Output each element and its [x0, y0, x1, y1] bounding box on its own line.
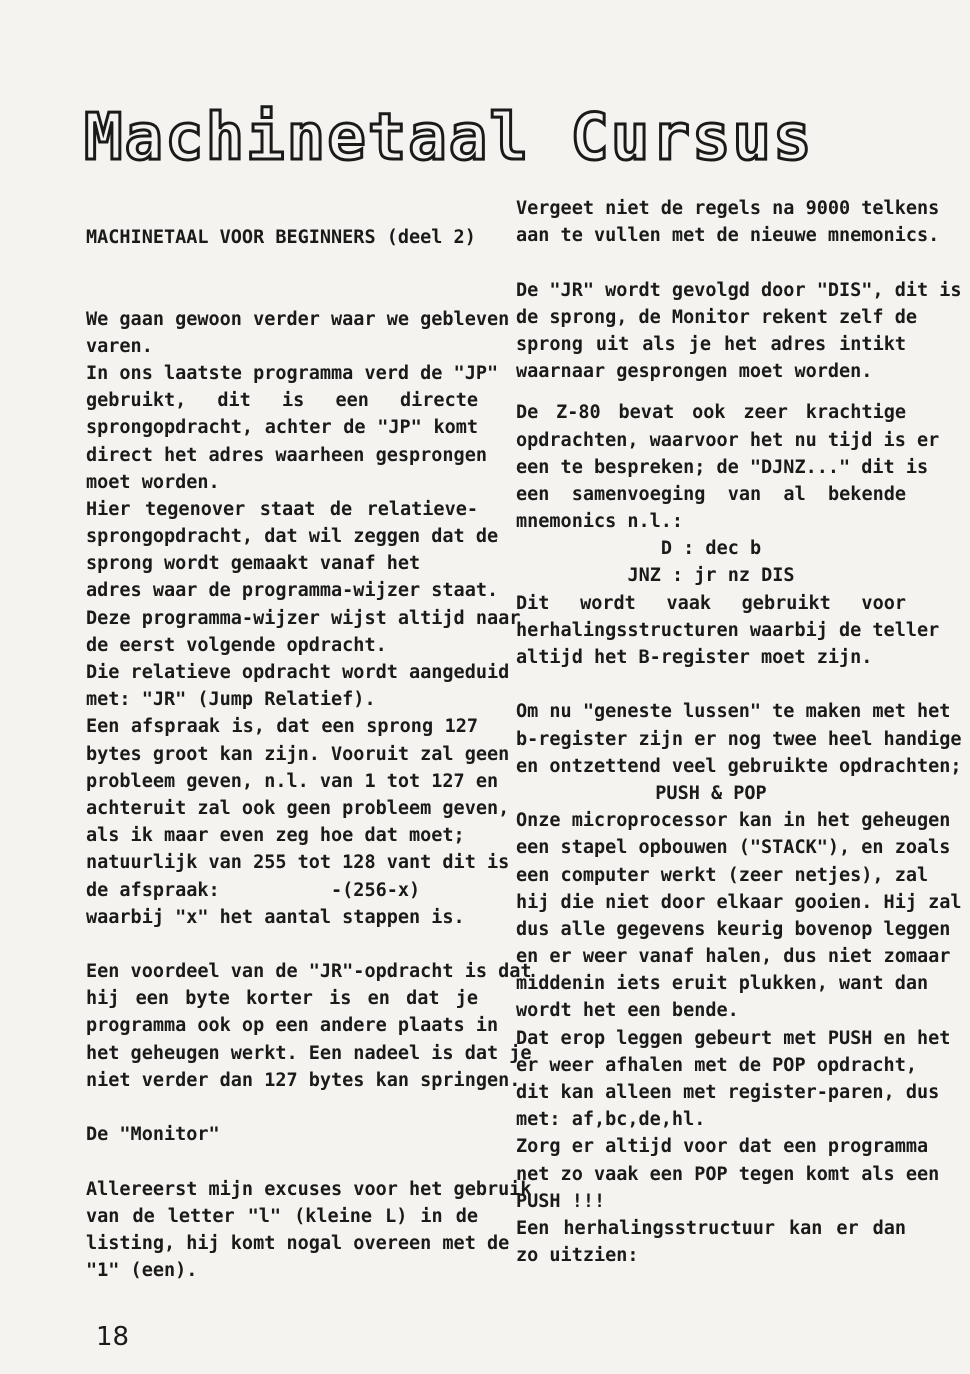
text-line: wordt het een bende.: [516, 1000, 739, 1022]
text-line: Die relatieve opdracht wordt aangeduid: [86, 662, 510, 683]
text-line: en ontzettend veel gebruikte opdrachten;: [516, 755, 962, 777]
page-number: 18: [96, 1322, 130, 1352]
text-line: varen.: [86, 335, 153, 357]
text-line: de sprong, de Monitor rekent zelf de: [516, 306, 917, 328]
code-line: JNZ : jr nz DIS: [627, 565, 795, 587]
code-line: D : dec b: [660, 538, 762, 560]
text-line: zo uitzien:: [516, 1245, 639, 1267]
text-line: "1" (een).: [86, 1260, 198, 1282]
text-line: aan te vullen met de nieuwe mnemonics.: [516, 225, 940, 247]
text-line: een samenvoeging van al bekende: [516, 483, 906, 505]
right-paragraph-5: [516, 698, 962, 780]
text-line: moet worden.: [86, 471, 220, 493]
text-line: sprongopdracht, dat wil zeggen dat de: [86, 526, 499, 548]
text-line: In ons laatste programma verd de "JP": [86, 362, 499, 384]
text-line: met: "JR" (Jump Relatief).: [86, 689, 376, 711]
text-line: de afspraak: -(256-x): [86, 879, 421, 901]
section-subheading: De "Monitor": [86, 1124, 220, 1146]
text-line: en er weer vanaf halen, dus niet zomaar: [516, 946, 951, 968]
text-line: Een voordeel van de "JR"-opdracht is dat: [86, 961, 532, 983]
text-line: waarbij "x" het aantal stappen is.: [86, 906, 465, 928]
text-line: Dat erop leggen gebeurt met PUSH en het: [516, 1027, 951, 1049]
text-line: een stapel opbouwen ("STACK"), en zoals: [516, 837, 951, 859]
text-line: De Z-80 bevat ook zeer krachtige: [516, 402, 906, 424]
left-paragraph-1: [86, 306, 521, 931]
text-line: b-register zijn er nog twee heel handige: [516, 728, 962, 750]
text-line: herhalingsstructuren waarbij de teller: [516, 619, 940, 641]
text-line: dit kan alleen met register-paren, dus: [516, 1082, 940, 1103]
right-paragraph-2: [516, 277, 962, 386]
text-line: Onze microprocessor kan in het geheugen: [516, 810, 951, 832]
text-line: een computer werkt (zeer netjes), zal: [516, 864, 929, 886]
text-line: niet verder dan 127 bytes kan springen.: [86, 1069, 521, 1091]
left-column: [86, 224, 532, 1284]
text-line: PUSH !!!: [516, 1190, 606, 1212]
text-line: opdrachten, waarvoor het nu tijd is er: [516, 429, 940, 451]
text-line: De "JR" wordt gevolgd door "DIS", dit is: [516, 279, 962, 301]
text-line: Een herhalingsstructuur kan er dan: [516, 1217, 906, 1239]
text-line: Een afspraak is, dat een sprong 127: [86, 716, 478, 738]
text-line: het geheugen werkt. Een nadeel is dat je: [86, 1042, 532, 1064]
left-paragraph-2: [86, 958, 532, 1094]
text-line: Vergeet niet de regels na 9000 telkens: [516, 198, 940, 219]
right-paragraph-3: [516, 399, 940, 535]
code-block: [516, 535, 906, 589]
text-line: middenin iets eruit plukken, want dan: [516, 973, 929, 995]
text-line: direct het adres waarheen gesprongen: [86, 444, 487, 466]
text-line: Deze programma-wijzer wijst altijd naar: [86, 607, 521, 629]
text-line: de eerst volgende opdracht.: [86, 634, 387, 656]
text-line: bytes groot kan zijn. Vooruit zal geen: [86, 743, 510, 765]
text-line: dus alle gegevens keurig bovenop leggen: [516, 918, 951, 940]
text-line: programma ook op een andere plaats in: [86, 1015, 499, 1037]
text-line: sprongopdracht, achter de "JP" komt: [86, 417, 478, 439]
text-line: achteruit zal ook geen probleem geven,: [86, 797, 510, 819]
push-pop-heading: PUSH & POP: [655, 782, 767, 804]
right-column: [516, 195, 962, 1269]
text-line: altijd het B-register moet zijn.: [516, 647, 873, 668]
text-line: Om nu "geneste lussen" te maken met het: [516, 701, 951, 723]
text-line: als ik maar even zeg hoe dat moet;: [86, 825, 465, 847]
right-paragraph-4: [516, 590, 940, 672]
text-line: sprong wordt gemaakt vanaf het: [86, 553, 421, 575]
right-paragraph-6: [516, 807, 962, 1269]
text-line: Hier tegenover staat de relatieve-: [86, 498, 478, 520]
text-line: We gaan gewoon verder waar we gebleven: [86, 308, 510, 330]
text-line: Zorg er altijd voor dat een programma: [516, 1136, 929, 1158]
text-line: net zo vaak een POP tegen komt als een: [516, 1163, 940, 1185]
right-paragraph-1: [516, 195, 940, 249]
text-line: hij een byte korter is en dat je: [86, 988, 478, 1010]
text-line: van de letter "l" (kleine L) in de: [86, 1205, 478, 1227]
text-line: natuurlijk van 255 tot 128 vant dit is: [86, 852, 510, 874]
text-line: mnemonics n.l.:: [516, 511, 684, 533]
text-line: Allereerst mijn excuses voor het gebruik: [86, 1178, 532, 1200]
text-line: waarnaar gesprongen moet worden.: [516, 361, 873, 383]
text-line: sprong uit als je het adres intikt: [516, 333, 906, 355]
text-line: gebruikt, dit is een directe: [86, 390, 478, 412]
text-line: probleem geven, n.l. van 1 tot 127 en: [86, 770, 499, 792]
left-paragraph-3: [86, 1176, 532, 1285]
text-line: adres waar de programma-wijzer staat.: [86, 580, 499, 602]
text-line: een te bespreken; de "DJNZ..." dit is: [516, 456, 929, 478]
text-line: listing, hij komt nogal overeen met de: [86, 1232, 510, 1254]
article-title: MACHINETAAL VOOR BEGINNERS (deel 2): [86, 227, 476, 248]
text-line: hij die niet door elkaar gooien. Hij zal: [516, 891, 962, 913]
banner-title: Machinetaal Cursus: [84, 101, 814, 175]
text-line: Dit wordt vaak gebruikt voor: [516, 592, 906, 614]
text-line: er weer afhalen met de POP opdracht,: [516, 1054, 917, 1076]
text-line: met: af,bc,de,hl.: [516, 1109, 706, 1131]
